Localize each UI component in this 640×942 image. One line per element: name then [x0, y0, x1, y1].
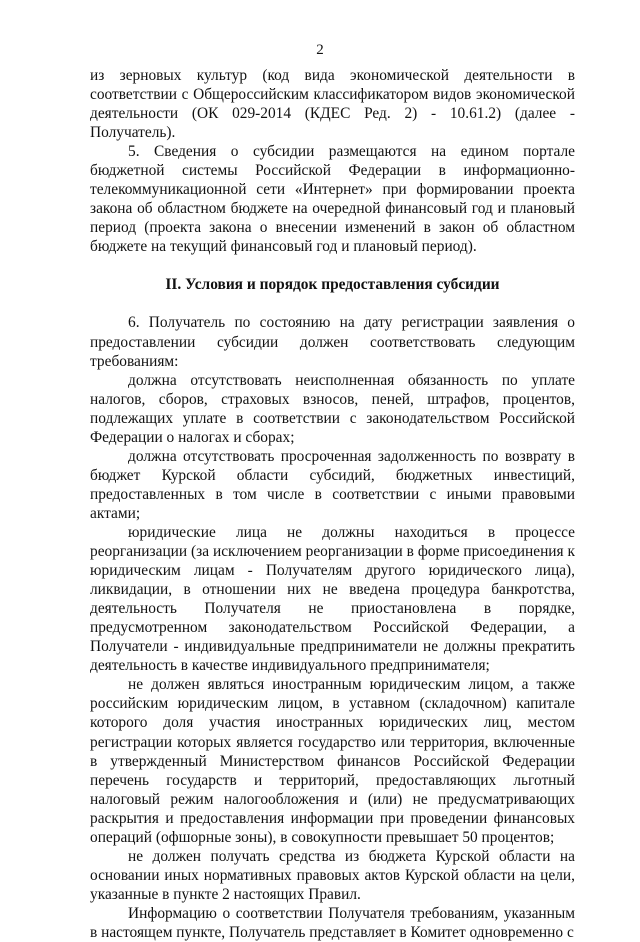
requirement-reorganization: юридические лица не должны находиться в процессе реорганизации (за исключением реорганизации в форме присоединения к юридическим лицам - Получателям другого юридического лица), ликвидации, в отношении них не введена процедура банкротства, деятельность Получателя не приостановлена в порядке, предусмотренном законодательством Российской Федерации, а Получатели - индивидуальные предприниматели не должны прекратить деятельность в качестве индивидуального предпринимателя; — [90, 523, 575, 675]
requirement-debt: должна отсутствовать просроченная задолженность по возврату в бюджет Курской области субсидий, бюджетных инвестиций, предоставленных в том числе в соответствии с иными правовыми актами; — [90, 447, 575, 522]
document-body — [90, 66, 575, 942]
requirement-foreign-entity: не должен являться иностранным юридическим лицом, а также российским юридическим лицом, в уставном (складочном) капитале которого доля участия иностранных юридических лиц, местом регистрации которых является государство или территория, включенные в утвержденный Министерством финансов Российской Федерации перечень государств и территорий, предоставляющих льготный налоговый режим налогообложения и (или) не предусматривающих раскрытия и предоставления информации при проведении финансовых операций (офшорные зоны), в совокупности превышает 50 процентов; — [90, 676, 575, 846]
paragraph-5: 5. Сведения о субсидии размещаются на едином портале бюджетной системы Российской Федерации в информационно-телекоммуникационной сети «Интернет» при формировании проекта закона об областном бюджете на очередной финансовый год и плановый период (проекта закона о внесении изменений в закон об областном бюджете на текущий финансовый год и плановый период). — [90, 143, 575, 256]
page-number: 2 — [316, 42, 324, 58]
spacer — [90, 256, 575, 275]
requirement-no-other-funds: не должен получать средства из бюджета Курской области на основании иных нормативных правовых актов Курской области на цели, указанные в пункте 2 настоящих Правил. — [90, 847, 575, 903]
spacer — [90, 294, 575, 313]
paragraph-continuation: из зерновых культур (код вида экономической деятельности в соответствии с Общероссийским классификатором видов экономической деятельности (ОК 029-2014 (КДЕС Ред. 2) - 10.61.2) (далее - Получатель). — [90, 67, 575, 142]
requirement-taxes: должна отсутствовать неисполненная обязанность по уплате налогов, сборов, страховых взносов, пеней, штрафов, процентов, подлежащих уплате в соответствии с законодательством Российской Федерации о налогах и сборах; — [90, 371, 575, 446]
section-heading: II. Условия и порядок предоставления субсидии — [165, 276, 500, 294]
paragraph-6: 6. Получатель по состоянию на дату регистрации заявления о предоставлении субсидии должен соответствовать следующим требованиям: — [90, 314, 575, 370]
paragraph-information: Информацию о соответствии Получателя требованиям, указанным в настоящем пункте, Получатель представляет в Комитет одновременно с — [90, 904, 575, 941]
